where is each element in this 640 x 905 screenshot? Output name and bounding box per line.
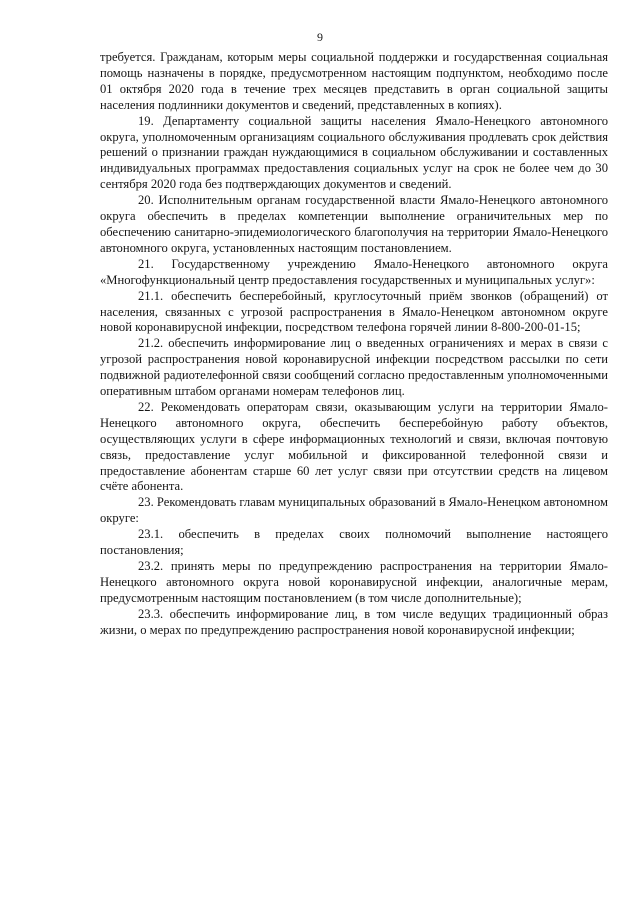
paragraph-item-23: 23. Рекомендовать главам муниципальных образований в Ямало-Ненецком автономном округе: <box>100 495 608 526</box>
paragraph-item-22: 22. Рекомендовать операторам связи, оказывающим услуги на территории Ямало-Ненецкого автономного округа, обеспечить бесперебойную работу объектов, осуществляющих услуги в сфере информационных технологий и связи, включая почтовую связь, предоставление услуг мобильной и фиксированной телефонной связи и предоставление абонентам старше 60 лет услуг связи при отсутствии средств на лицевом счёте абонента. <box>100 399 608 494</box>
paragraph-item-21-1: 21.1. обеспечить бесперебойный, круглосуточный приём звонков (обращений) от населения, связанных с угрозой распространения в Ямало-Ненецком автономном округе новой коронавирусной инфекции, посредством телефона горячей линии 8-800-200-01-15; <box>100 288 608 335</box>
paragraph-item-21-2: 21.2. обеспечить информирование лиц о введенных ограничениях и мерах в связи с угрозой распространения новой коронавирусной инфекции посредством рассылки по сети подвижной радиотелефонной связи сообщений согласно предоставленным уполномоченными оперативным штабом органами номерам телефонов лиц. <box>100 336 608 399</box>
paragraph-item-20: 20. Исполнительным органам государственной власти Ямало-Ненецкого автономного округа обеспечить в пределах компетенции выполнение ограничительных мер по обеспечению санитарно-эпидемиологического благополучия на территории Ямало-Ненецкого автономного округа, установленных настоящим постановлением. <box>100 193 608 255</box>
paragraph-item-19: 19. Департаменту социальной защиты населения Ямало-Ненецкого автономного округа, уполномоченным организациям социального обслуживания продлевать срок действия решений о признании граждан нуждающимися в социальном обслуживании и составленных индивидуальных программах предоставления социальных услуг на срок не более чем до 30 сентября 2020 года без подтверждающих документов и сведений. <box>100 113 608 192</box>
paragraph-item-23-2: 23.2. принять меры по предупреждению распространения на территории Ямало-Ненецкого автономного округа новой коронавирусной инфекции, аналогичные мерам, предусмотренным настоящим постановлением (в том числе дополнительные); <box>100 559 608 605</box>
paragraph-item-23-3: 23.3. обеспечить информирование лиц, в том числе ведущих традиционный образ жизни, о мерах по предупреждению распространения новой коронавирусной инфекции; <box>100 606 608 637</box>
page-number: 9 <box>317 30 323 44</box>
paragraph-continuation: требуется. Гражданам, которым меры социальной поддержки и государственная социальная помощь назначены в порядке, предусмотренном настоящим подпунктом, необходимо после 01 октября 2020 года в течение трех месяцев представить в орган социальной защиты населения подлинники документов и сведений, представленных в копиях). <box>100 50 608 112</box>
document-body <box>100 50 608 639</box>
paragraph-item-23-1: 23.1. обеспечить в пределах своих полномочий выполнение настоящего постановления; <box>100 527 608 558</box>
paragraph-item-21: 21. Государственному учреждению Ямало-Ненецкого автономного округа «Многофункциональный центр предоставления государственных и муниципальных услуг»: <box>100 256 608 287</box>
